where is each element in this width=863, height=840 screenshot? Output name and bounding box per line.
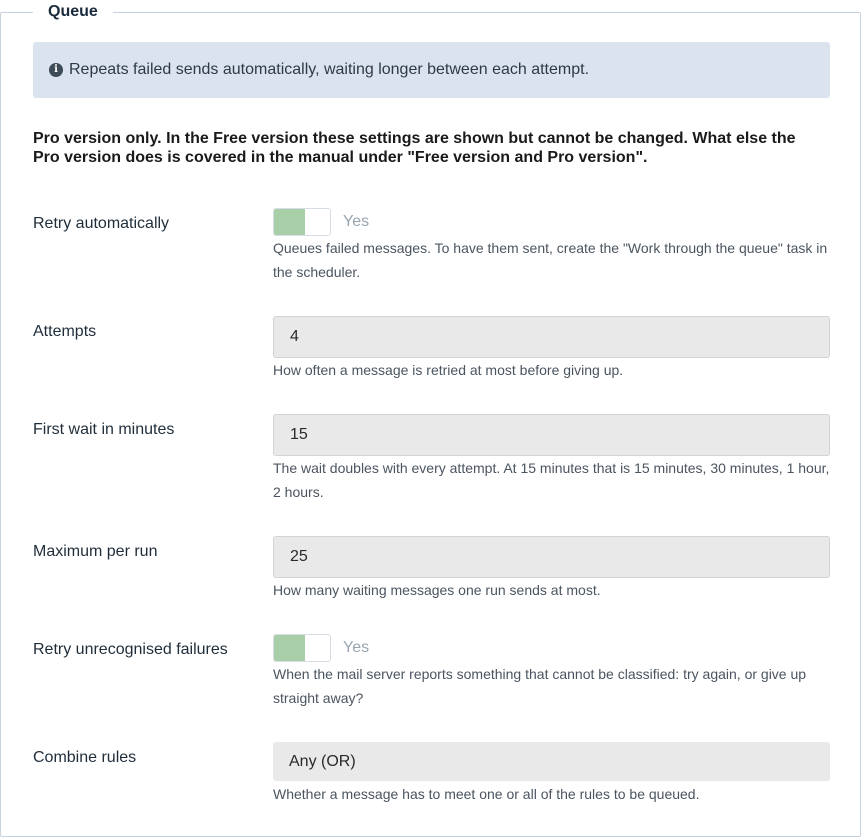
attempts-description: How often a message is retried at most before giving up.	[273, 362, 624, 378]
toggle-on-indicator	[274, 635, 305, 661]
first-wait-input[interactable]	[273, 414, 830, 456]
retry-unrecognised-state: Yes	[343, 639, 370, 656]
toggle-on-indicator	[274, 209, 305, 235]
retry-automatically-label: Retry automatically	[33, 215, 170, 232]
maximum-per-run-description: How many waiting messages one run sends at most.	[273, 582, 601, 598]
retry-automatically-description: Queues failed messages. To have them sent, create the "Work through the queue" task in the scheduler.	[273, 240, 828, 280]
attempts-value: 4	[290, 328, 299, 345]
retry-unrecognised-description: When the mail server reports something that cannot be classified: try again, or give up straight away?	[273, 666, 807, 706]
retry-unrecognised-label: Retry unrecognised failures	[33, 641, 228, 658]
combine-rules-select[interactable]	[273, 742, 830, 781]
info-alert-text: Repeats failed sends automatically, waiting longer between each attempt.	[69, 61, 590, 78]
maximum-per-run-input[interactable]	[273, 536, 830, 578]
maximum-per-run-label: Maximum per run	[33, 543, 158, 560]
attempts-input[interactable]	[273, 316, 830, 358]
first-wait-value: 15	[290, 426, 308, 443]
retry-unrecognised-toggle[interactable]	[273, 634, 331, 662]
combine-rules-selected: Any (OR)	[289, 752, 356, 770]
info-circle-icon: i	[49, 63, 63, 77]
maximum-per-run-value: 25	[290, 548, 308, 565]
retry-automatically-state: Yes	[343, 213, 370, 230]
pro-version-note: Pro version only. In the Free version these settings are shown but cannot be changed. What else the Pro version does is covered in the manual under "Free version and Pro version".	[33, 130, 796, 166]
combine-rules-description: Whether a message has to meet one or all of the rules to be queued.	[273, 786, 700, 802]
retry-automatically-toggle[interactable]	[273, 208, 331, 236]
combine-rules-label: Combine rules	[33, 749, 137, 766]
first-wait-label: First wait in minutes	[33, 421, 175, 438]
attempts-label: Attempts	[33, 323, 97, 340]
info-alert	[33, 42, 830, 98]
fieldset-legend: Queue	[33, 2, 113, 22]
first-wait-description: The wait doubles with every attempt. At 15 minutes that is 15 minutes, 30 minutes, 1 hour, 2 hours.	[273, 460, 830, 500]
